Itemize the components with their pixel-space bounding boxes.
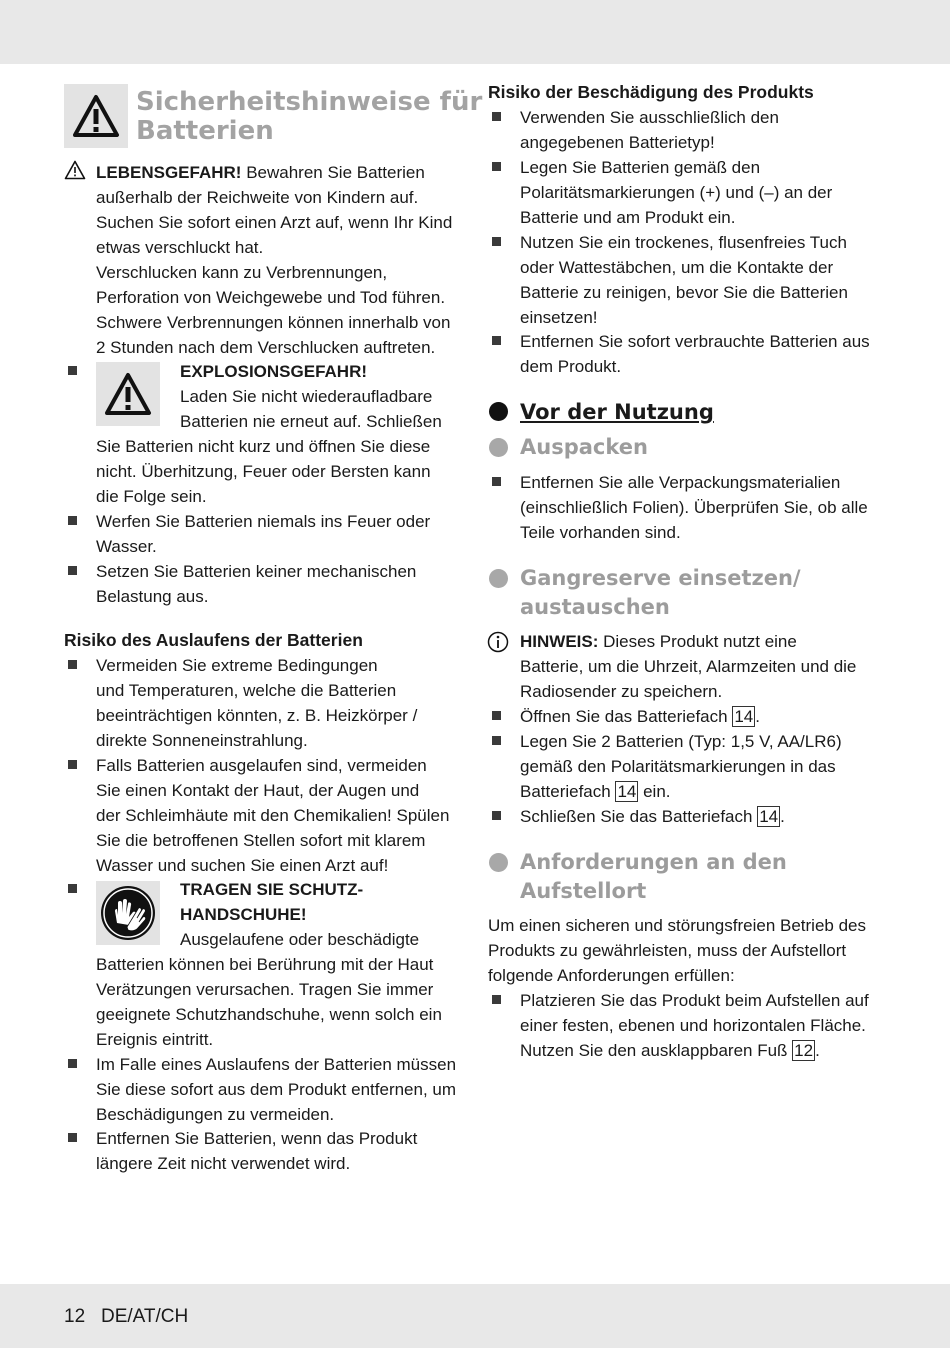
leak-heading: Risiko des Auslaufens der Batterien bbox=[64, 630, 363, 650]
explosion-warning-cont: Sie Batterien nicht kurz und öffnen Sie diese nicht. Überhitzung, Feuer oder Bersten kann die Folge sein. bbox=[96, 437, 431, 506]
bullet-marker bbox=[68, 516, 77, 525]
section-battery: Gangreserve einsetzen/ austauschen bbox=[520, 566, 801, 619]
gloves-icon bbox=[96, 881, 160, 945]
bullet-marker bbox=[68, 366, 77, 375]
footer-bar bbox=[0, 1284, 950, 1348]
bullet-marker bbox=[68, 884, 77, 893]
section-title: Sicherheitshinweise für Batterien bbox=[136, 87, 483, 146]
hint-note: HINWEIS: Dieses Produkt nutzt eine Batterie, um die Uhrzeit, Alarmzeiten und die Radiosender zu speichern. bbox=[520, 632, 857, 701]
bullet-marker bbox=[68, 1133, 77, 1142]
bullet-marker bbox=[492, 477, 501, 486]
section-dot-black bbox=[489, 402, 508, 421]
small-warning-icon bbox=[64, 160, 86, 187]
list-item: Entfernen Sie Batterien, wenn das Produkt längere Zeit nicht verwendet wird. bbox=[96, 1129, 418, 1173]
list-item: Werfen Sie Batterien niemals ins Feuer oder Wasser. bbox=[96, 512, 431, 556]
list-item: Setzen Sie Batterien keiner mechanischen Belastung aus. bbox=[96, 562, 417, 606]
section-location: Anforderungen an den Aufstellort bbox=[520, 850, 787, 903]
section-dot-gray bbox=[489, 569, 508, 588]
reference-number: 14 bbox=[759, 807, 779, 826]
gloves-warning-cont: Batterien können bei Berührung mit der Haut Verätzungen verursachen. Tragen Sie immer geeignete Schutzhandschuhe, wenn solch ein Ereignis eintritt. bbox=[96, 955, 442, 1049]
bullet-marker bbox=[492, 736, 501, 745]
bullet-marker bbox=[492, 112, 501, 121]
list-item: Verwenden Sie ausschließlich den angegebenen Batterietyp! bbox=[520, 108, 779, 152]
warning-triangle-icon bbox=[96, 362, 160, 426]
list-item: Entfernen Sie alle Verpackungsmaterialien (einschließlich Folien). Überprüfen Sie, ob alle Teile vorhanden sind. bbox=[520, 473, 868, 542]
damage-heading: Risiko der Beschädigung des Produkts bbox=[488, 82, 814, 102]
list-item: Im Falle eines Auslaufens der Batterien müssen Sie diese sofort aus dem Produkt entfernen, um Beschädigungen zu vermeiden. bbox=[96, 1055, 457, 1124]
bullet-marker bbox=[492, 811, 501, 820]
bullet-marker bbox=[68, 1059, 77, 1068]
reference-number: 12 bbox=[794, 1041, 814, 1060]
bullet-marker bbox=[68, 760, 77, 769]
info-icon bbox=[487, 631, 509, 660]
section-dot-gray bbox=[489, 853, 508, 872]
list-item: Legen Sie Batterien gemäß den Polaritätsmarkierungen (+) und (–) an der Batterie und am Produkt ein. bbox=[520, 158, 833, 227]
bullet-marker bbox=[492, 162, 501, 171]
list-item: Öffnen Sie das Batteriefach 14 . bbox=[520, 707, 760, 726]
list-item: Legen Sie 2 Batterien (Typ: 1,5 V, AA/LR6) gemäß den Polaritätsmarkierungen in das Batteriefach 14 ein. bbox=[520, 732, 842, 801]
list-item: Entfernen Sie sofort verbrauchte Batterien aus dem Produkt. bbox=[520, 332, 870, 376]
reference-number: 14 bbox=[734, 707, 754, 726]
list-item: Nutzen Sie ein trockenes, flusenfreies Tuch oder Wattestäbchen, um die Kontakte der Batterie zu reinigen, bevor Sie die Batterien einsetzen! bbox=[520, 233, 848, 327]
section-before-use: Vor der Nutzung bbox=[520, 400, 714, 424]
section-dot-gray bbox=[489, 438, 508, 457]
top-bar bbox=[0, 0, 950, 64]
page-number: 12 DE/AT/CH bbox=[64, 1306, 189, 1327]
location-intro: Um einen sicheren und störungsfreien Betrieb des Produkts zu gewährleisten, muss der Aufstellort folgende Anforderungen erfüllen: bbox=[488, 916, 866, 985]
bullet-marker bbox=[492, 336, 501, 345]
bullet-marker bbox=[492, 711, 501, 720]
warning-triangle-icon bbox=[64, 84, 128, 148]
bullet-marker bbox=[68, 660, 77, 669]
bullet-marker bbox=[492, 237, 501, 246]
section-unpack: Auspacken bbox=[520, 435, 648, 459]
life-danger-warning: LEBENSGEFAHR! Bewahren Sie Batterien außerhalb der Reichweite von Kindern auf. Suchen Sie sofort einen Arzt auf, wenn Ihr Kind etwas verschluckt hat. Verschlucken kann zu Verbrennungen, Perforation von Weichgewebe und Tod führen. Schwere Verbrennungen können innerhalb von 2 Stunden nach dem Verschlucken auftreten. bbox=[96, 163, 453, 357]
list-item: Schließen Sie das Batteriefach 14 . bbox=[520, 807, 785, 826]
bullet-marker bbox=[492, 995, 501, 1004]
list-item: Vermeiden Sie extreme Bedingungen und Temperaturen, welche die Batterien beeinträchtigen könnten, z. B. Heizkörper / direkte Sonneneinstrahlung. bbox=[96, 656, 418, 750]
reference-number: 14 bbox=[617, 782, 637, 801]
explosion-warning: EXPLOSIONSGEFAHR! Laden Sie nicht wiederaufladbare Batterien nie erneut auf. Schließen bbox=[180, 362, 442, 431]
list-item: Falls Batterien ausgelaufen sind, vermeiden Sie einen Kontakt der Haut, der Augen und der Schleimhäute mit den Chemikalien! Spülen Sie die betroffenen Stellen sofort mit klarem Wasser und suchen Sie einen Arzt auf! bbox=[96, 756, 450, 875]
list-item: Platzieren Sie das Produkt beim Aufstellen auf einer festen, ebenen und horizontalen Fläche. Nutzen Sie den ausklappbaren Fuß 12 . bbox=[520, 991, 869, 1060]
bullet-marker bbox=[68, 566, 77, 575]
gloves-warning: TRAGEN SIE SCHUTZ- HANDSCHUHE! Ausgelaufene oder beschädigte bbox=[180, 880, 420, 949]
